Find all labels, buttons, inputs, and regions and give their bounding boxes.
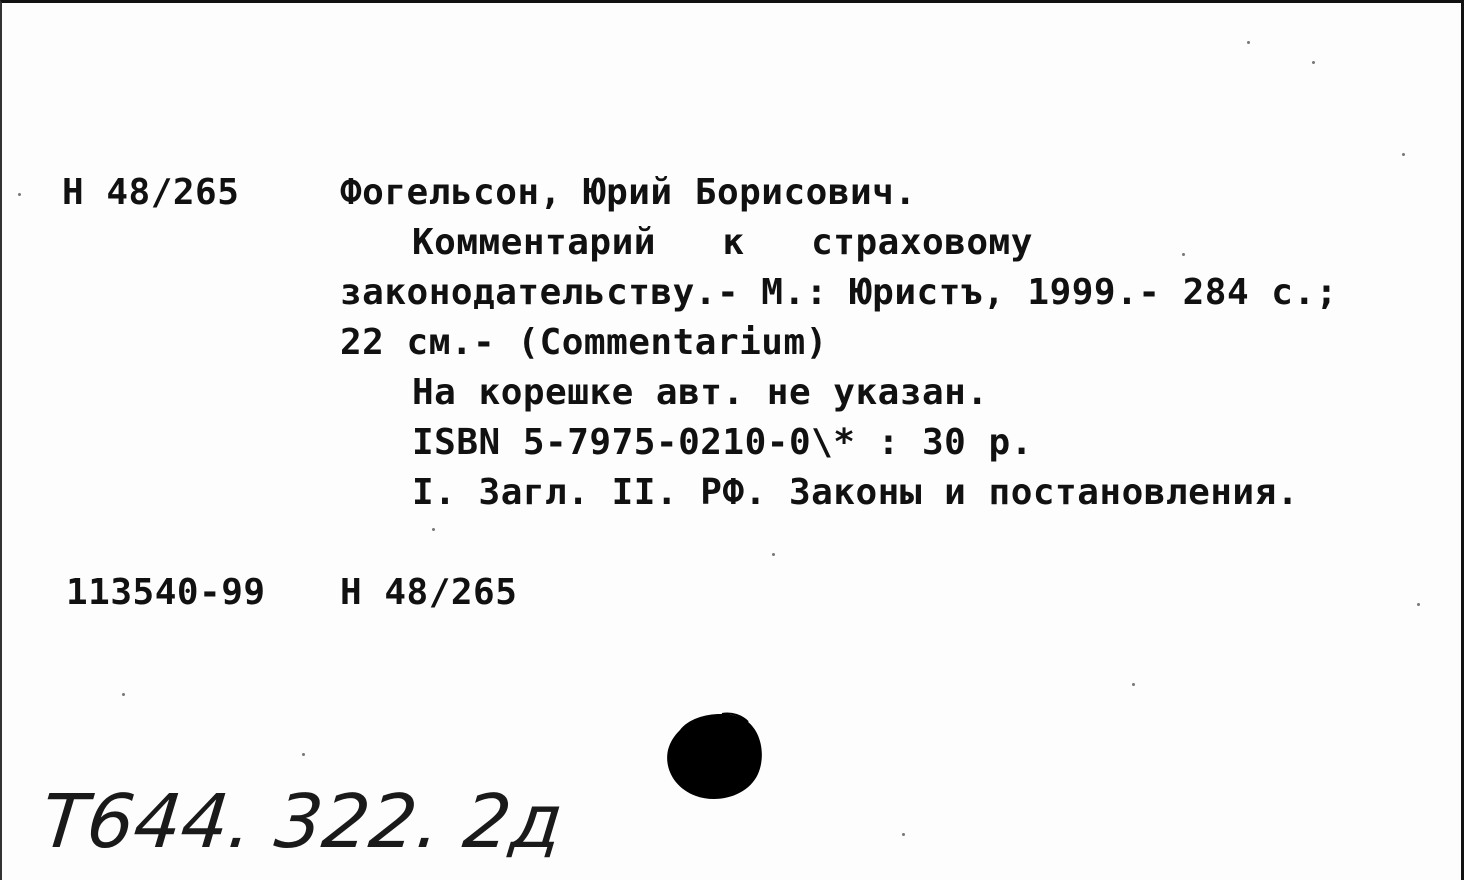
call-number: Н 48/265 [62, 172, 240, 213]
accession-number: 113540-99 [66, 572, 266, 613]
scan-speck [432, 528, 435, 531]
scan-speck [1132, 683, 1135, 686]
scan-speck [902, 833, 905, 836]
scan-speck [1182, 253, 1185, 256]
handwritten-classification: Т644. 322. 2д [37, 779, 567, 865]
title-line-1: Комментарий к страховому [412, 222, 1033, 263]
scan-speck [772, 553, 775, 556]
call-number-repeat: Н 48/265 [340, 572, 518, 613]
scan-speck [1247, 41, 1250, 44]
scan-speck [1417, 603, 1420, 606]
scan-speck [18, 193, 21, 196]
punch-hole [662, 708, 766, 804]
scan-speck [302, 753, 305, 756]
scan-speck [1312, 61, 1315, 64]
isbn-line: ISBN 5-7975-0210-0\* : 30 р. [412, 422, 1033, 463]
note-line: На корешке авт. не указан. [412, 372, 989, 413]
tracings-line: I. Загл. II. РФ. Законы и постановления. [412, 472, 1299, 513]
author-heading: Фогельсон, Юрий Борисович. [340, 172, 917, 213]
scan-speck [122, 693, 125, 696]
scan-speck [1402, 153, 1405, 156]
title-line-2: законодательству.- М.: Юристъ, 1999.- 284 с.; [340, 272, 1338, 313]
title-line-3: 22 см.- (Commentarium) [340, 322, 828, 363]
